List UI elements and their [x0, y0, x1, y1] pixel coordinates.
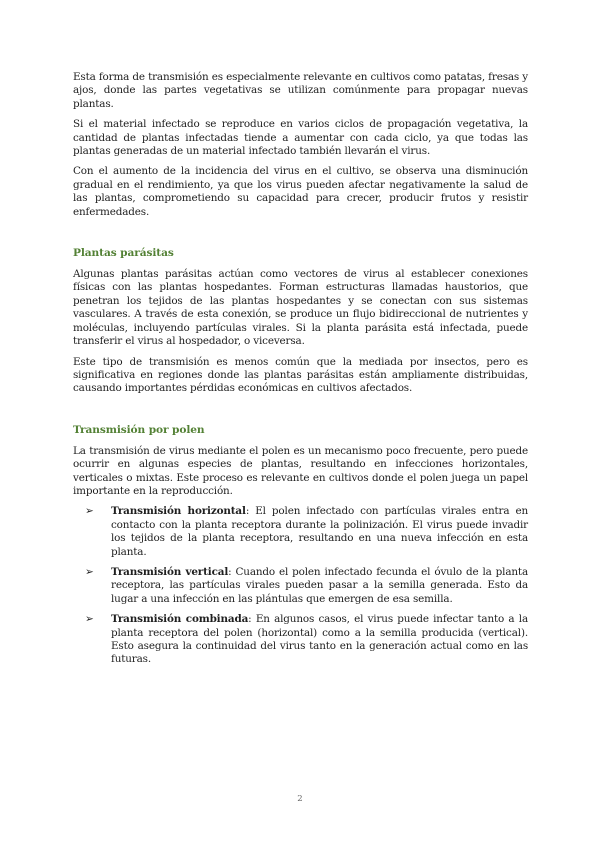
list-item — [73, 505, 528, 559]
arrow-bullet-icon: ➢ — [85, 505, 94, 518]
parasitas-paragraph-2: Este tipo de transmisión es menos común que la mediada por insectos, pero es significativa en regiones donde las plantas parásitas están ampliamente distribuidas, causando importantes pérdidas económicas en cultivos afectados. — [73, 355, 528, 395]
polen-paragraph: La transmisión de virus mediante el polen es un mecanismo poco frecuente, pero puede ocurrir en algunas especies de plantas, resultando en infecciones horizontales, verticales o mixtas. Este proceso es relevante en cultivos donde el polen juega un papel importante en la reproducción. — [73, 444, 528, 497]
list-item-text: : En algunos casos, el virus puede infectar tanto a la planta receptora del polen (horizontal) como a la semilla producida (vertical). Esto asegura la continuidad del virus tanto en la generación actual como en las futuras. — [111, 613, 528, 666]
parasitas-paragraph-1: Algunas plantas parásitas actúan como vectores de virus al establecer conexiones físicas con las plantas hospedantes. Forman estructuras llamadas haustorios, que penetran los tejidos de las plantas hospedantes y se conectan con sus sistemas vasculares. A través de esta conexión, se produce un flujo bidireccional de nutrientes y moléculas, incluyendo partículas virales. Si la planta parásita está infectada, puede transferir el virus al hospedador, o viceversa. — [73, 268, 528, 348]
document-page — [73, 71, 528, 674]
intro-paragraph-1: Esta forma de transmisión es especialmente relevante en cultivos como patatas, fresas y ajos, donde las partes vegetativas se utilizan comúnmente para propagar nuevas plantas. — [73, 71, 528, 110]
list-item-text: : El polen infectado con partículas virales entra en contacto con la planta receptora durante la polinización. El virus puede invadir los tejidos de la planta receptora, resultando en una nueva infección en esta planta. — [111, 505, 528, 558]
intro-paragraph-2: Si el material infectado se reproduce en varios ciclos de propagación vegetativa, la cantidad de plantas infectadas tiende a aumentar con cada ciclo, ya que todas las plantas generadas de un material infectado también llevarán el virus. — [73, 118, 528, 158]
list-item-term: Transmisión vertical — [111, 565, 229, 578]
list-item — [73, 566, 528, 606]
list-item-text: : Cuando el polen infectado fecunda el óvulo de la planta receptora, las partículas virales pueden pasar a la semilla generada. Esto da lugar a una infección en las plántulas que emergen de esa semilla. — [111, 565, 528, 605]
transmission-types-list — [73, 505, 528, 666]
arrow-bullet-icon: ➢ — [85, 565, 94, 578]
section-heading-transmision-polen: Transmisión por polen — [73, 423, 205, 436]
list-item — [73, 613, 528, 667]
arrow-bullet-icon: ➢ — [85, 613, 94, 626]
page-number: 2 — [297, 794, 303, 804]
intro-paragraph-3: Con el aumento de la incidencia del virus en el cultivo, se observa una disminución gradual en el rendimiento, ya que los virus pueden afectar negativamente la salud de las plantas, comprometiendo su capacidad para crecer, producir frutos y resistir enfermedades. — [73, 165, 528, 218]
section-heading-plantas-parasitas: Plantas parásitas — [73, 247, 174, 260]
list-item-term: Transmisión horizontal — [111, 505, 246, 518]
list-item-term: Transmisión combinada — [111, 613, 249, 626]
